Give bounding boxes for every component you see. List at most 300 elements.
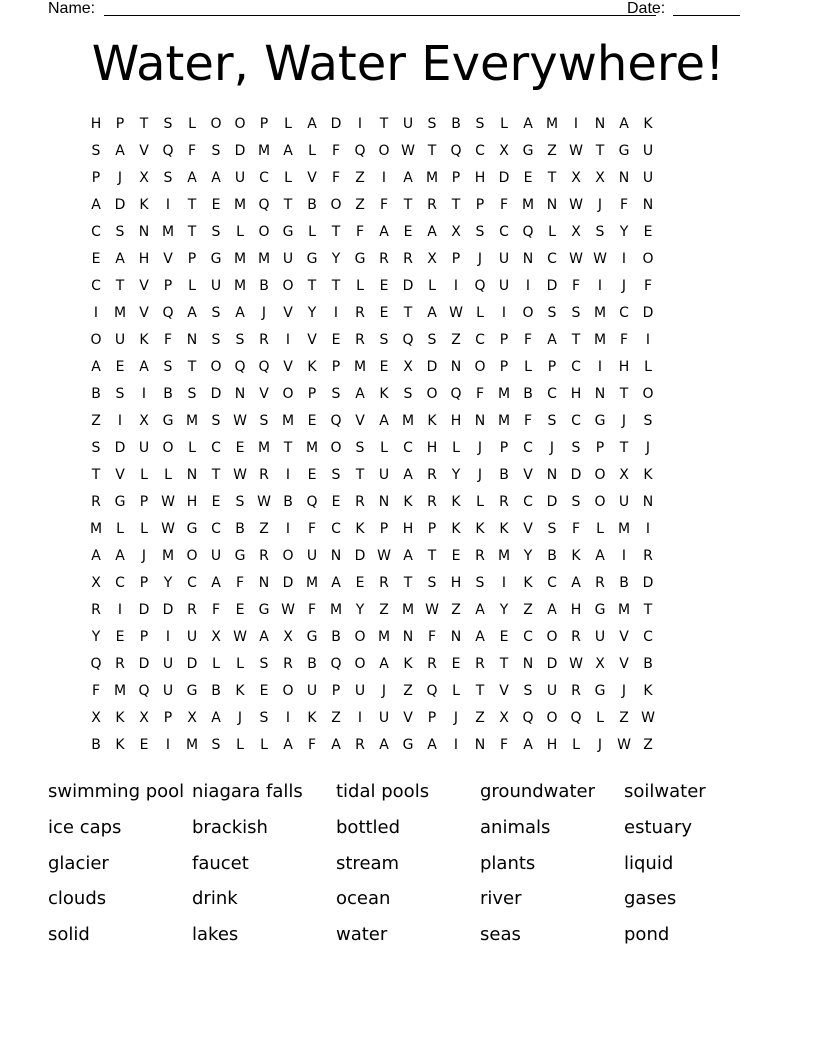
grid-letter[interactable]: L [500,116,508,132]
grid-letter[interactable]: A [115,143,125,159]
grid-letter[interactable]: G [402,737,414,753]
grid-letter[interactable]: E [451,548,461,564]
grid-letter[interactable]: S [259,656,269,672]
grid-letter[interactable]: H [474,170,486,186]
grid-letter[interactable]: N [594,116,606,132]
grid-letter[interactable]: V [307,332,317,348]
grid-letter[interactable]: S [427,332,437,348]
grid-letter[interactable]: V [355,413,365,429]
grid-letter[interactable]: J [597,197,603,213]
grid-letter[interactable]: R [475,656,485,672]
grid-letter[interactable]: P [451,170,461,186]
grid-letter[interactable]: E [379,305,389,321]
grid-letter[interactable]: L [644,359,652,375]
grid-letter[interactable]: T [475,683,485,699]
grid-letter[interactable]: S [475,224,485,240]
grid-letter[interactable]: B [451,116,461,132]
grid-letter[interactable]: F [619,197,629,213]
grid-letter[interactable]: G [594,683,606,699]
grid-letter[interactable]: N [618,170,630,186]
grid-letter[interactable]: S [235,332,245,348]
grid-letter[interactable]: C [523,440,533,456]
grid-letter[interactable]: I [501,575,507,591]
grid-letter[interactable]: T [379,116,389,132]
grid-letter[interactable]: C [187,575,197,591]
grid-letter[interactable]: O [354,629,366,645]
grid-letter[interactable]: E [307,467,317,483]
grid-letter[interactable]: C [331,521,341,537]
grid-letter[interactable]: F [91,683,101,699]
grid-letter[interactable]: U [306,683,318,699]
grid-letter[interactable]: W [233,629,247,645]
grid-letter[interactable]: B [91,386,101,402]
grid-letter[interactable]: T [451,197,461,213]
grid-letter[interactable]: S [595,224,605,240]
grid-letter[interactable]: V [307,170,317,186]
grid-letter[interactable]: T [211,467,221,483]
grid-letter[interactable]: L [452,440,460,456]
grid-letter[interactable]: P [115,116,125,132]
grid-letter[interactable]: O [594,467,606,483]
grid-letter[interactable]: V [499,683,509,699]
grid-letter[interactable]: V [139,278,149,294]
grid-letter[interactable]: R [571,629,581,645]
grid-letter[interactable]: E [331,332,341,348]
grid-letter[interactable]: K [355,521,365,537]
grid-letter[interactable]: L [356,278,364,294]
grid-letter[interactable]: M [113,305,127,321]
grid-letter[interactable]: O [426,386,438,402]
grid-letter[interactable]: E [211,494,221,510]
grid-letter[interactable]: O [546,629,558,645]
grid-letter[interactable]: F [523,413,533,429]
grid-letter[interactable]: R [379,575,389,591]
grid-letter[interactable]: K [307,359,317,375]
grid-letter[interactable]: S [211,143,221,159]
grid-letter[interactable]: J [477,467,483,483]
grid-letter[interactable]: B [523,386,533,402]
grid-letter[interactable]: A [595,548,605,564]
grid-letter[interactable]: L [260,737,268,753]
grid-letter[interactable]: V [619,656,629,672]
grid-letter[interactable]: M [401,602,415,618]
grid-letter[interactable]: E [499,629,509,645]
grid-letter[interactable]: Z [619,710,629,726]
grid-letter[interactable]: A [427,305,437,321]
grid-letter[interactable]: Y [355,602,365,618]
grid-letter[interactable]: W [593,251,607,267]
grid-letter[interactable]: M [161,224,175,240]
grid-letter[interactable]: D [210,386,222,402]
grid-letter[interactable]: C [547,251,557,267]
grid-letter[interactable]: U [642,143,654,159]
grid-letter[interactable]: A [115,251,125,267]
grid-letter[interactable]: N [258,575,270,591]
grid-letter[interactable]: S [379,332,389,348]
grid-letter[interactable]: S [115,224,125,240]
grid-letter[interactable]: I [285,521,291,537]
grid-letter[interactable]: K [451,521,461,537]
grid-letter[interactable]: L [188,278,196,294]
grid-letter[interactable]: Q [162,305,174,321]
grid-letter[interactable]: I [285,467,291,483]
grid-letter[interactable]: I [453,278,459,294]
grid-letter[interactable]: E [523,170,533,186]
grid-letter[interactable]: W [401,143,415,159]
grid-letter[interactable]: I [573,116,579,132]
grid-letter[interactable]: V [523,521,533,537]
grid-letter[interactable]: A [547,602,557,618]
grid-letter[interactable]: C [115,575,125,591]
grid-letter[interactable]: T [403,197,413,213]
grid-letter[interactable]: I [285,332,291,348]
grid-letter[interactable]: S [547,521,557,537]
grid-letter[interactable]: E [91,251,101,267]
grid-letter[interactable]: T [427,143,437,159]
grid-letter[interactable]: W [161,521,175,537]
grid-letter[interactable]: V [283,305,293,321]
grid-letter[interactable]: Y [307,305,317,321]
grid-letter[interactable]: G [186,683,198,699]
grid-letter[interactable]: M [497,413,511,429]
grid-letter[interactable]: O [354,656,366,672]
grid-letter[interactable]: S [547,305,557,321]
grid-letter[interactable]: U [210,278,222,294]
grid-letter[interactable]: K [139,197,149,213]
grid-letter[interactable]: B [643,656,653,672]
grid-letter[interactable]: T [139,116,149,132]
grid-letter[interactable]: R [259,467,269,483]
grid-letter[interactable]: B [211,683,221,699]
grid-letter[interactable]: I [645,332,651,348]
grid-letter[interactable]: U [138,440,150,456]
grid-letter[interactable]: R [475,548,485,564]
grid-letter[interactable]: W [161,494,175,510]
grid-letter[interactable]: E [235,440,245,456]
grid-letter[interactable]: C [523,629,533,645]
grid-letter[interactable]: D [570,467,582,483]
grid-letter[interactable]: Y [91,629,101,645]
grid-letter[interactable]: P [427,521,437,537]
grid-letter[interactable]: N [234,386,246,402]
grid-letter[interactable]: M [233,197,247,213]
grid-letter[interactable]: X [595,656,605,672]
grid-letter[interactable]: O [90,332,102,348]
grid-letter[interactable]: L [548,224,556,240]
grid-letter[interactable]: T [619,440,629,456]
grid-letter[interactable]: I [645,521,651,537]
grid-letter[interactable]: I [597,359,603,375]
grid-letter[interactable]: T [355,467,365,483]
grid-letter[interactable]: Q [522,710,534,726]
grid-letter[interactable]: T [619,386,629,402]
grid-letter[interactable]: L [308,143,316,159]
grid-letter[interactable]: N [546,467,558,483]
grid-letter[interactable]: D [138,656,150,672]
grid-letter[interactable]: N [522,656,534,672]
grid-letter[interactable]: S [355,440,365,456]
grid-letter[interactable]: C [211,521,221,537]
grid-letter[interactable]: D [186,656,198,672]
grid-letter[interactable]: S [211,413,221,429]
grid-letter[interactable]: A [475,629,485,645]
grid-letter[interactable]: Q [426,683,438,699]
grid-letter[interactable]: L [428,278,436,294]
grid-letter[interactable]: T [547,170,557,186]
grid-letter[interactable]: S [259,413,269,429]
grid-letter[interactable]: O [330,440,342,456]
grid-letter[interactable]: Z [91,413,101,429]
grid-letter[interactable]: D [642,575,654,591]
grid-letter[interactable]: E [451,656,461,672]
grid-letter[interactable]: C [91,224,101,240]
grid-letter[interactable]: L [476,494,484,510]
grid-letter[interactable]: S [187,386,197,402]
grid-letter[interactable]: O [210,359,222,375]
grid-letter[interactable]: N [450,359,462,375]
grid-letter[interactable]: C [643,629,653,645]
grid-letter[interactable]: P [499,359,509,375]
grid-letter[interactable]: S [475,116,485,132]
grid-letter[interactable]: U [642,170,654,186]
grid-letter[interactable]: L [212,656,220,672]
grid-letter[interactable]: C [547,386,557,402]
grid-letter[interactable]: P [163,278,173,294]
grid-letter[interactable]: P [451,251,461,267]
grid-letter[interactable]: H [450,575,462,591]
grid-letter[interactable]: W [641,710,655,726]
grid-letter[interactable]: O [378,143,390,159]
grid-letter[interactable]: K [403,656,413,672]
grid-letter[interactable]: G [522,143,534,159]
grid-letter[interactable]: C [91,278,101,294]
grid-letter[interactable]: Q [522,224,534,240]
grid-letter[interactable]: S [235,494,245,510]
grid-letter[interactable]: A [211,575,221,591]
grid-letter[interactable]: G [162,413,174,429]
grid-letter[interactable]: P [331,359,341,375]
grid-letter[interactable]: A [283,737,293,753]
grid-letter[interactable]: L [236,656,244,672]
grid-letter[interactable]: F [235,575,245,591]
grid-letter[interactable]: S [475,575,485,591]
grid-letter[interactable]: O [162,440,174,456]
grid-letter[interactable]: U [378,467,390,483]
grid-letter[interactable]: L [236,737,244,753]
grid-letter[interactable]: I [117,413,123,429]
grid-letter[interactable]: R [427,197,437,213]
grid-letter[interactable]: R [403,251,413,267]
grid-letter[interactable]: L [116,521,124,537]
grid-letter[interactable]: X [571,224,581,240]
grid-letter[interactable]: A [115,548,125,564]
grid-letter[interactable]: D [282,575,294,591]
grid-letter[interactable]: W [425,602,439,618]
grid-letter[interactable]: N [186,332,198,348]
grid-letter[interactable]: Y [163,575,173,591]
grid-letter[interactable]: Y [523,548,533,564]
grid-letter[interactable]: L [188,440,196,456]
grid-letter[interactable]: T [187,197,197,213]
grid-letter[interactable]: Q [90,656,102,672]
grid-letter[interactable]: L [524,359,532,375]
grid-letter[interactable]: R [355,332,365,348]
grid-letter[interactable]: J [381,683,387,699]
grid-letter[interactable]: M [281,413,295,429]
grid-letter[interactable]: N [450,629,462,645]
grid-letter[interactable]: S [211,305,221,321]
grid-letter[interactable]: T [331,278,341,294]
grid-letter[interactable]: W [569,656,583,672]
grid-letter[interactable]: R [259,332,269,348]
grid-letter[interactable]: S [571,440,581,456]
grid-letter[interactable]: A [403,548,413,564]
grid-letter[interactable]: X [91,710,101,726]
grid-letter[interactable]: T [595,143,605,159]
grid-letter[interactable]: K [475,521,485,537]
grid-letter[interactable]: I [165,197,171,213]
grid-letter[interactable]: X [427,251,437,267]
grid-letter[interactable]: M [185,413,199,429]
grid-letter[interactable]: O [234,116,246,132]
grid-letter[interactable]: L [284,116,292,132]
grid-letter[interactable]: T [571,332,581,348]
grid-letter[interactable]: V [115,467,125,483]
grid-letter[interactable]: I [141,386,147,402]
grid-letter[interactable]: A [379,413,389,429]
grid-letter[interactable]: T [427,548,437,564]
grid-letter[interactable]: W [617,737,631,753]
grid-letter[interactable]: R [355,305,365,321]
grid-letter[interactable]: R [379,251,389,267]
grid-letter[interactable]: G [594,602,606,618]
grid-letter[interactable]: M [233,251,247,267]
grid-letter[interactable]: D [498,170,510,186]
grid-letter[interactable]: R [187,602,197,618]
grid-letter[interactable]: K [451,494,461,510]
grid-letter[interactable]: N [474,737,486,753]
grid-letter[interactable]: I [525,278,531,294]
grid-letter[interactable]: I [285,710,291,726]
grid-letter[interactable]: P [331,683,341,699]
grid-letter[interactable]: E [331,494,341,510]
grid-letter[interactable]: O [258,224,270,240]
grid-letter[interactable]: I [93,305,99,321]
grid-letter[interactable]: W [569,251,583,267]
grid-letter[interactable]: I [501,305,507,321]
grid-letter[interactable]: L [284,170,292,186]
grid-letter[interactable]: A [523,737,533,753]
grid-letter[interactable]: N [378,494,390,510]
grid-letter[interactable]: I [381,170,387,186]
grid-letter[interactable]: A [187,170,197,186]
grid-letter[interactable]: W [569,143,583,159]
grid-letter[interactable]: K [115,710,125,726]
grid-letter[interactable]: S [427,116,437,132]
grid-letter[interactable]: A [139,359,149,375]
grid-letter[interactable]: T [403,305,413,321]
grid-letter[interactable]: G [234,548,246,564]
grid-letter[interactable]: K [571,548,581,564]
grid-letter[interactable]: B [235,521,245,537]
grid-letter[interactable]: Q [402,332,414,348]
grid-letter[interactable]: H [570,386,582,402]
grid-letter[interactable]: F [307,737,317,753]
grid-letter[interactable]: C [571,359,581,375]
grid-letter[interactable]: T [307,278,317,294]
grid-letter[interactable]: S [331,467,341,483]
grid-letter[interactable]: D [546,656,558,672]
grid-letter[interactable]: U [234,170,246,186]
grid-letter[interactable]: L [452,683,460,699]
grid-letter[interactable]: A [91,359,101,375]
grid-letter[interactable]: N [402,629,414,645]
grid-letter[interactable]: M [617,521,631,537]
grid-letter[interactable]: V [139,143,149,159]
grid-letter[interactable]: P [139,629,149,645]
grid-letter[interactable]: Q [138,683,150,699]
grid-letter[interactable]: J [117,170,123,186]
grid-letter[interactable]: N [474,413,486,429]
grid-letter[interactable]: F [331,170,341,186]
grid-letter[interactable]: G [258,602,270,618]
grid-letter[interactable]: A [523,116,533,132]
grid-letter[interactable]: M [185,737,199,753]
grid-letter[interactable]: H [186,494,198,510]
grid-letter[interactable]: F [523,332,533,348]
grid-letter[interactable]: P [139,575,149,591]
grid-letter[interactable]: G [186,521,198,537]
grid-letter[interactable]: R [427,494,437,510]
grid-letter[interactable]: K [379,386,389,402]
grid-letter[interactable]: P [91,170,101,186]
grid-letter[interactable]: Y [619,224,629,240]
grid-letter[interactable]: F [307,521,317,537]
grid-letter[interactable]: C [403,440,413,456]
grid-letter[interactable]: B [91,737,101,753]
grid-letter[interactable]: C [547,575,557,591]
grid-letter[interactable]: J [237,710,243,726]
grid-letter[interactable]: E [379,278,389,294]
grid-letter[interactable]: X [283,629,293,645]
grid-letter[interactable]: S [427,575,437,591]
grid-letter[interactable]: S [571,494,581,510]
grid-letter[interactable]: E [643,224,653,240]
grid-letter[interactable]: P [379,521,389,537]
grid-letter[interactable]: X [451,224,461,240]
grid-letter[interactable]: J [621,278,627,294]
grid-letter[interactable]: Z [451,332,461,348]
grid-letter[interactable]: Y [499,602,509,618]
grid-letter[interactable]: S [523,683,533,699]
grid-letter[interactable]: A [379,737,389,753]
grid-letter[interactable]: O [474,359,486,375]
grid-letter[interactable]: I [357,116,363,132]
grid-letter[interactable]: B [163,386,173,402]
grid-letter[interactable]: M [329,602,343,618]
grid-letter[interactable]: C [619,305,629,321]
grid-letter[interactable]: M [425,170,439,186]
grid-letter[interactable]: D [354,548,366,564]
grid-letter[interactable]: P [499,440,509,456]
grid-letter[interactable]: O [546,710,558,726]
grid-letter[interactable]: C [211,440,221,456]
grid-letter[interactable]: W [233,413,247,429]
grid-letter[interactable]: A [379,656,389,672]
grid-letter[interactable]: F [187,143,197,159]
grid-letter[interactable]: V [523,467,533,483]
grid-letter[interactable]: F [475,386,485,402]
